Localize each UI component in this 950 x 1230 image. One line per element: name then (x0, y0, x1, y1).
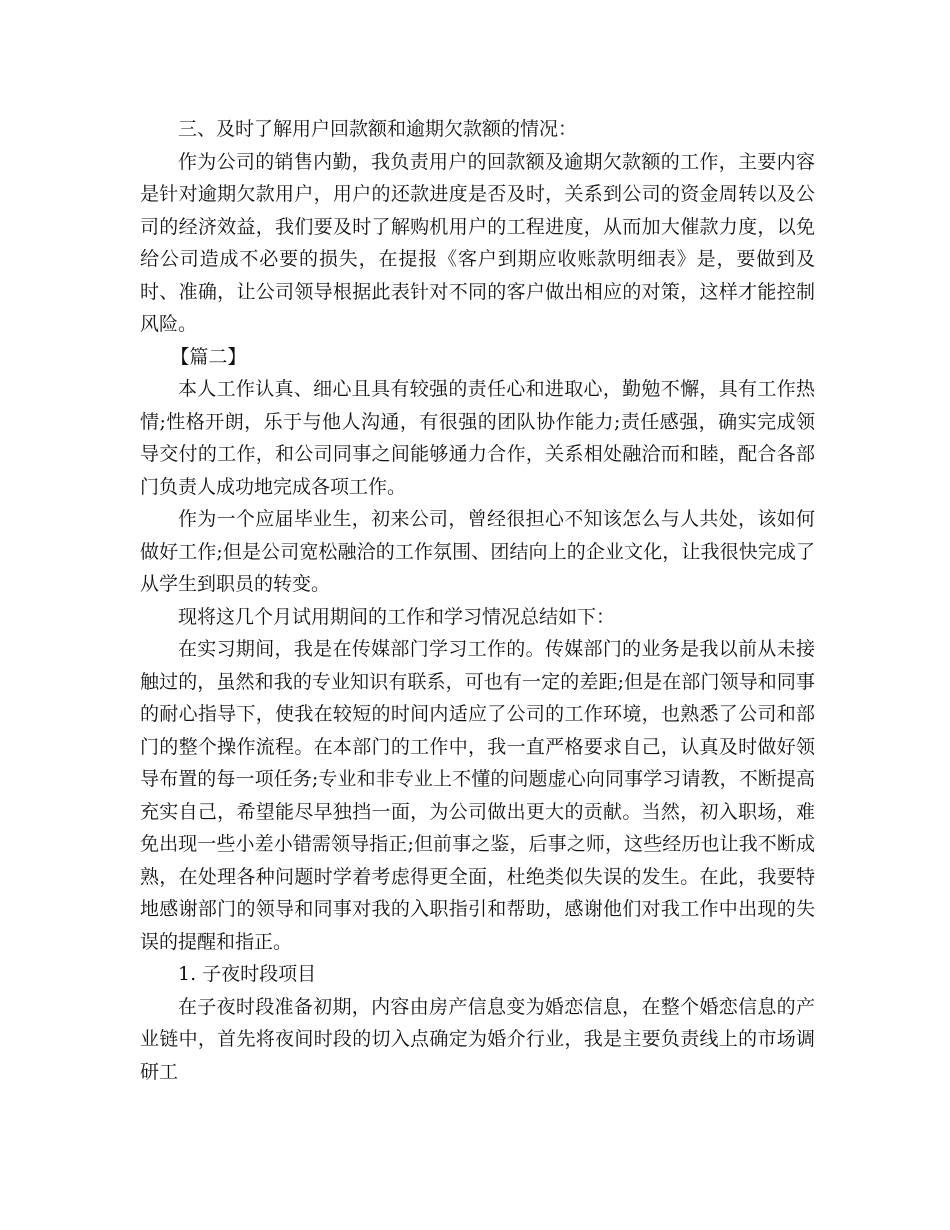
paragraph-internship: 在实习期间，我是在传媒部门学习工作的。传媒部门的业务是我以前从未接触过的，虽然和我的专业知识有联系，可也有一定的差距;但是在部门领导和同事的耐心指导下，使我在较短的时间内适应了公司的工作环境，也熟悉了公司和部门的整个操作流程。在本部门的工作中，我一直严格要求自己，认真及时做好领导布置的每一项任务;专业和非专业上不懂的问题虚心向同事学习请教，不断提高充实自己，希望能尽早独挡一面，为公司做出更大的贡献。当然，初入职场，难免出现一些小差小错需领导指正;但前事之鉴，后事之师，这些经历也让我不断成熟，在处理各种问题时学着考虑得更全面，杜绝类似失误的发生。在此，我要特地感谢部门的领导和同事对我的入职指引和帮助，感谢他们对我工作中出现的失误的提醒和指正。 (140, 638, 815, 953)
chapter-heading-part-two: 【篇二】 (170, 345, 247, 368)
paragraph-self-evaluation: 本人工作认真、细心且具有较强的责任心和进取心，勤勉不懈，具有工作热情;性格开朗，乐于与他人沟通，有很强的团队协作能力;责任感强，确实完成领导交付的工作，和公司同事之间能够通力合作，关系相处融洽而和睦，配合各部门负责人成功地完成各项工作。 (140, 378, 815, 498)
paragraph-graduate-transition: 作为一个应届毕业生，初来公司，曾经很担心不知该怎么与人共处，该如何做好工作;但是公司宽松融洽的工作氛围、团结向上的企业文化，让我很快完成了从学生到职员的转变。 (140, 508, 815, 595)
section-heading-3: 三、及时了解用户回款额和逾期欠款额的情况： (178, 118, 578, 140)
subheading-midnight-project: 1. 子夜时段项目 (178, 963, 317, 985)
paragraph-summary-intro: 现将这几个月试用期间的工作和学习情况总结如下： (178, 605, 616, 628)
paragraph-midnight-project: 在子夜时段准备初期，内容由房产信息变为婚恋信息，在整个婚恋信息的产业链中，首先将夜间时段的切入点确定为婚介行业，我是主要负责线上的市场调研工 (140, 995, 815, 1083)
document-body (140, 113, 815, 1088)
paragraph-receivables: 作为公司的销售内勤，我负责用户的回款额及逾期欠款额的工作，主要内容是针对逾期欠款用户，用户的还款进度是否及时，关系到公司的资金周转以及公司的经济效益，我们要及时了解购机用户的工程进度，从而加大催款力度，以免给公司造成不必要的损失，在提报《客户到期应收账款明细表》是，要做到及时、准确，让公司领导根据此表针对不同的客户做出相应的对策，这样才能控制风险。 (140, 150, 815, 335)
